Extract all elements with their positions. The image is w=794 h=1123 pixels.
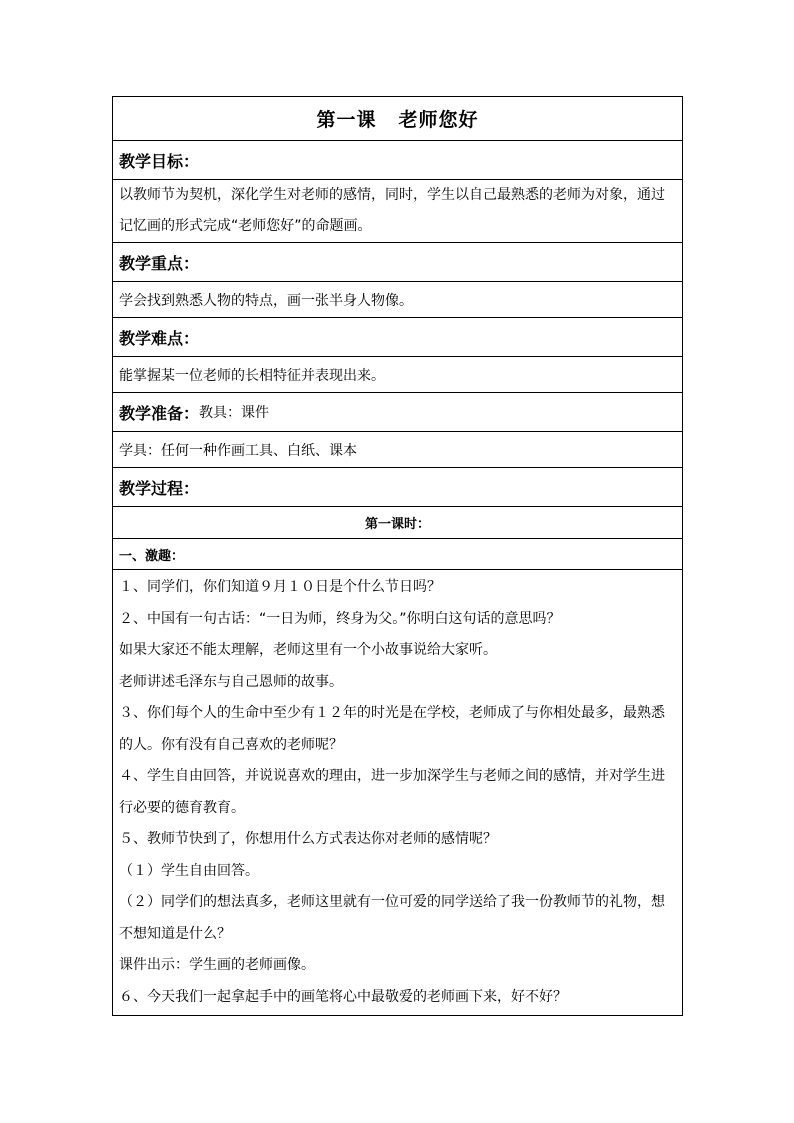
objective-text: 以教师节为契机，深化学生对老师的感情，同时，学生以自己最熟悉的老师为对象，通过记忆画的形式完成“老师您好”的命题画。 bbox=[113, 180, 682, 243]
difficulty-heading: 教学难点： bbox=[113, 318, 682, 357]
lesson-name: 老师您好 bbox=[398, 109, 479, 131]
section-heading: 一、激趣： bbox=[113, 539, 682, 570]
session-label: 第一课时： bbox=[113, 507, 682, 539]
preparation-row bbox=[113, 393, 682, 432]
keypoint-text: 学会找到熟悉人物的特点，画一张半身人物像。 bbox=[113, 282, 682, 318]
teacher-tools: 教具：课件 bbox=[199, 405, 270, 421]
process-heading: 教学过程： bbox=[113, 468, 682, 507]
preparation-heading: 教学准备： bbox=[119, 403, 200, 423]
lesson-plan-table bbox=[112, 96, 683, 1016]
process-line: １、同学们，你们知道９月１０日是个什么节日吗？ bbox=[119, 579, 441, 595]
process-line: ５、教师节快到了，你想用什么方式表达你对老师的感情呢？ bbox=[119, 831, 497, 847]
process-line: 课件出示：学生画的老师画像。 bbox=[119, 957, 315, 973]
process-line: （１）学生自由回答。 bbox=[119, 862, 259, 879]
lesson-title bbox=[113, 97, 682, 141]
process-line: 老师讲述毛泽东与自己恩师的故事。 bbox=[119, 673, 343, 690]
keypoint-heading: 教学重点： bbox=[113, 243, 682, 282]
process-line: 如果大家还不能太理解，老师这里有一个小故事说给大家听。 bbox=[119, 642, 497, 658]
process-content bbox=[113, 570, 682, 1015]
lesson-number: 第一课 bbox=[316, 109, 377, 131]
student-tools: 学具：任何一种作画工具、白纸、课本 bbox=[113, 432, 682, 468]
process-line: ４、学生自由回答，并说说喜欢的理由，进一步加深学生与老师之间的感情，并对学生进行必要的德育教育。 bbox=[119, 768, 665, 816]
process-line: ６、今天我们一起拿起手中的画笔将心中最敬爱的老师画下来，好不好？ bbox=[119, 988, 567, 1005]
process-line: ２、中国有一句古话：“一日为师，终身为父。”你明白这句话的意思吗？ bbox=[119, 610, 561, 627]
objective-heading: 教学目标： bbox=[113, 141, 682, 180]
process-line: （２）同学们的想法真多，老师这里就有一位可爱的同学送给了我一份教师节的礼物，想不想知道是什么？ bbox=[119, 894, 665, 942]
difficulty-text: 能掌握某一位老师的长相特征并表现出来。 bbox=[113, 357, 682, 393]
process-line: ３、你们每个人的生命中至少有１２年的时光是在学校，老师成了与你相处最多，最熟悉的人。你有没有自己喜欢的老师呢？ bbox=[119, 705, 665, 753]
